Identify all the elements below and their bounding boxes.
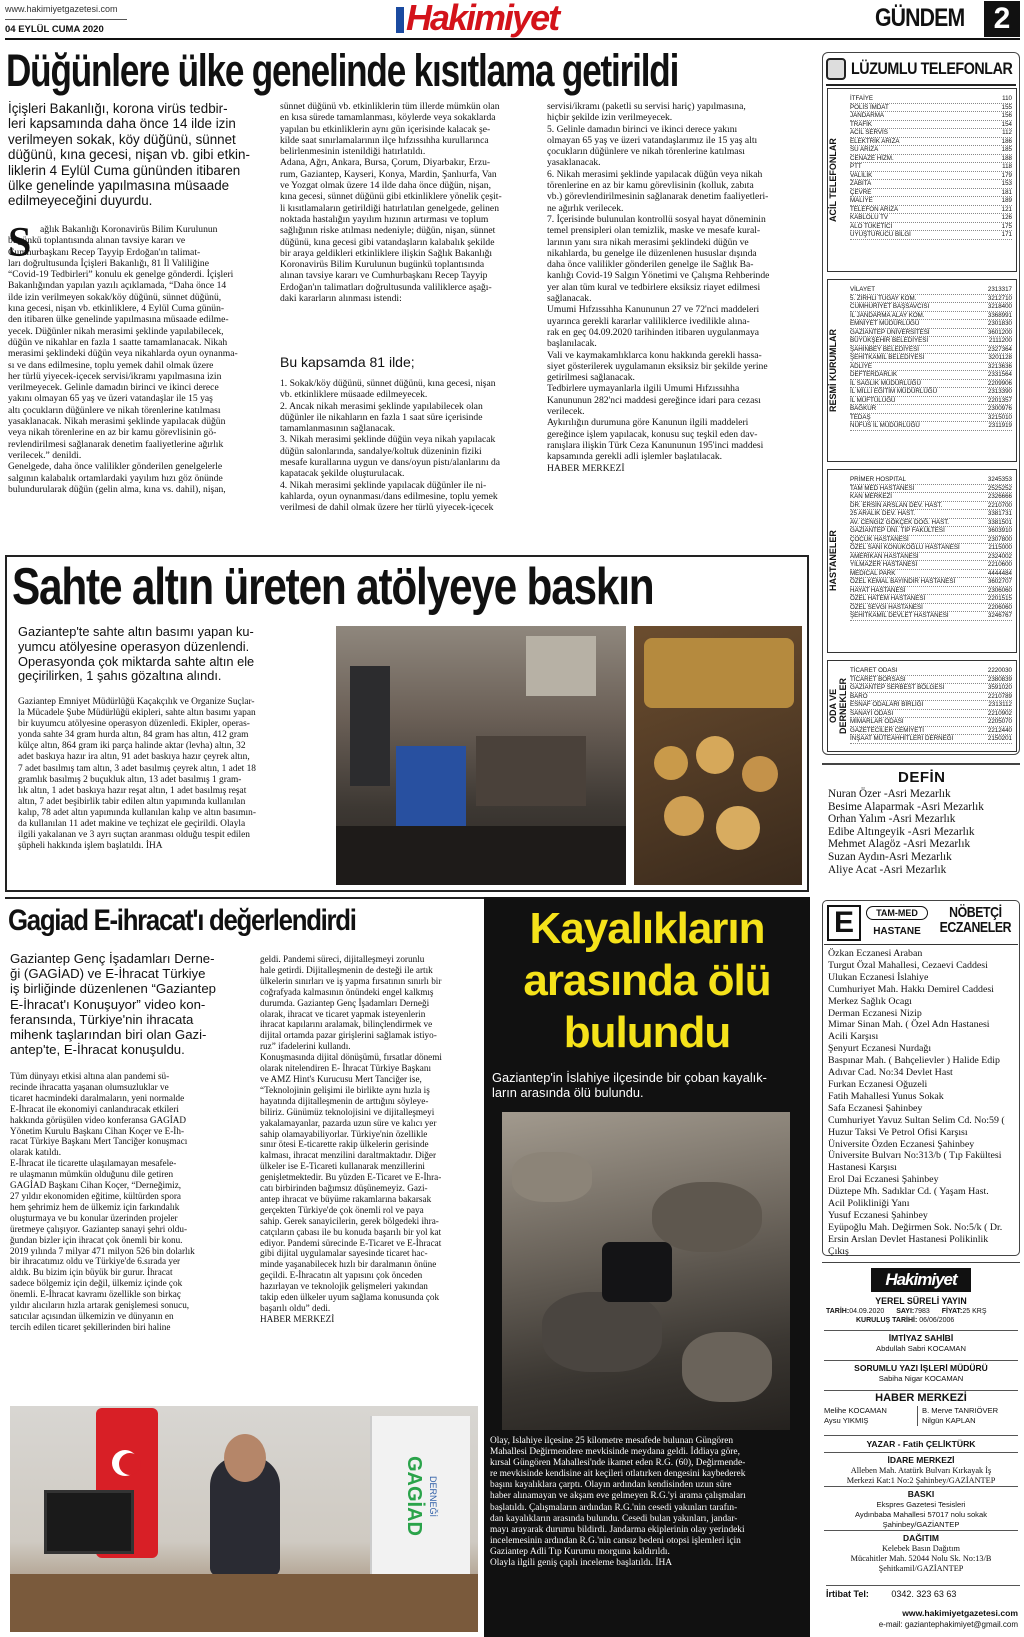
- phone-row: [850, 104, 1012, 113]
- header-bottom-rule: [5, 38, 1020, 40]
- phone-label: 5. ZIRHLI TUGAY KOM.: [850, 294, 917, 302]
- rock-3: [542, 1292, 662, 1372]
- phone-label: İTFAİYE: [850, 95, 874, 102]
- a1-col1-text: ağlık Bakanlığı Koronavirüs Bilim Kurulunun bugünkü toplantısında alınan tavsiye kararı ve Cumhurbaşkanı Recep Tayyip Erdoğan'ın talimat- ları doğrultusunda İçişleri Bakanlığı, 81 İl Valiliğine “Covid-19 Tedbirleri” konulu ek genelge gönderdi. İçişleri Bakanlığından yapılan yazılı açıklamada, “Daha önce 14 ilde izin verilmeyen sokak/köy düğünü, sünnet düğünü, kına gecesi, nişan vb. etkinliklere, 4 Eylül Cuma günün- den itibaren ülke genelinde yapılmasına müsaade edilme- yecek. Düğünler nikah merasimi şeklinde yapılabilecek, düğün ve nikahlar en fazla 1 saatte tamamlanacak. Nikah merasimi şeklindeki düğün veya nikahlarda oyun oynanma- sı ve dans edilmesine, toplu yemek dahil olmak üzere her türlü yiyecek-içecek servisi/ikramı yapılmasına izin verilmeyecek. Gelinle damadın birinci ve ikinci derece yakını olmayan 65 yaş ve üzeri vatandaşlar ile 15 yaş altı çocukların düğünlere ve nikah törenlerine katılması yasaklanacak. Nikah merasimi şeklinde yapılacak düğün veya nikah törenlerine en az bir kamu görevlisinin gö- revlendirilmesi sağlanarak denetim faaliyetlerine ağırlık verilecek.” denildi. Genelgede, daha önce valilikler gönderilen genelgelerle salgının kalabalık ortamlardaki yayılım hızı göz önünde bulundurularak düğün (gelin alma, kına vs. dahil), nişan,: [8, 224, 238, 495]
- imprint-meta: [826, 1307, 1020, 1325]
- tarih-label: TARİH:: [826, 1308, 850, 1315]
- phone-number: 3212710: [987, 294, 1012, 302]
- phone-row: [850, 510, 1012, 519]
- phone-row: [850, 701, 1012, 710]
- phone-row: [850, 155, 1012, 164]
- phone-row: [850, 112, 1012, 121]
- imprint-yayin: YEREL SÜRELİ YAYIN: [875, 1296, 967, 1306]
- phone-label: İL JANDARMA ALAY KOM.: [850, 311, 925, 319]
- phone-row: [850, 693, 1012, 702]
- phone-number: 153: [1001, 180, 1012, 187]
- phone-row: [850, 388, 1012, 397]
- phone-label: TRAFİK: [850, 120, 873, 128]
- phone-row: [850, 95, 1012, 104]
- phone-number: 3602707: [987, 578, 1012, 585]
- phone-label: ADLİYE: [850, 362, 873, 370]
- phone-number: 181: [1001, 188, 1012, 196]
- phone-row: [850, 612, 1012, 621]
- phone-label: AV. CENGİZ GÖKÇEK DOĞ. HAST.: [850, 518, 950, 526]
- phone-number: 188: [1001, 154, 1012, 162]
- a1-dropcap: S: [8, 220, 32, 266]
- phone-row: [850, 380, 1012, 389]
- phones-group-emergency: [827, 88, 1017, 272]
- a1-lead: İçişleri Bakanlığı, korona virüs tedbir- leri kapsamında daha önce 14 ilde izin verilmeyen sokak, köy düğünü, sünnet düğünü, kına gecesi, nişan vb. gibi etkin- liklerin 4 Eylül Cuma gününden itibaren ülke genelinde yapılmasına müsaade edilmeyeceğini duyurdu.: [8, 101, 250, 209]
- gagiad-photo: [10, 1406, 478, 1632]
- a2-body: Gaziantep Emniyet Müdürlüğü Kaçakçılık ve Organize Suçlar- la Mücadele Şube Müdürlüğü ekipleri, sahte altın basımı yapan bir kuyumcu atölyesine operasyon düzenledi. Ekipler, operas- yonda sahte 34 gram hurda altın, 84 gram has altın, 412 gram külçe altın, 864 gram iki parça halinde aktar (levha) altın, 32 adet baskıya hazır ira altın, 91 adet baskıya hazır çeyrek altın, 7 adet basılmış tam altın, 3 adet basılmış çeyrek altın, 1 adet 18 gramlık basılmış 2 buçukluk altın, 13 adet basılmış 1 gram- lık altın, 1 adet baskıya hazır reşat altın, 1 adet basılmış reşat altın, 7 adet beşibirlik tabir edilen altın yapımında kullanılan kalıp, 78 adet altın yapımında kullanılan kalıp ve altın basımın- da kullanılan 11 adet makine ve teçhizat ele geçirildi. Olayla ilgili yakalanan ve 3 ayrı suçtan aranması olduğu tespit edilen şüpheli hakkında işlem başlatıldı. İHA: [18, 697, 256, 852]
- phones-group-chambers: [827, 660, 1017, 752]
- phone-label: CENAZE HİZM.: [850, 154, 894, 162]
- phone-row: [850, 172, 1012, 181]
- page-number: 2: [984, 1, 1020, 37]
- defin-item: Orhan Yalım -Asri Mezarlık: [828, 813, 956, 826]
- phone-row: [850, 363, 1012, 372]
- pharmacy-header-rule: [824, 944, 1018, 945]
- phone-label: TEDAŞ: [850, 413, 871, 421]
- phone-label: ESNAF ODALARI BİRLİĞİ: [850, 701, 924, 708]
- phone-label: 25 ARALIK DEV. HAST.: [850, 510, 916, 517]
- a1-title: Düğünlere ülke genelinde kısıtlama getirildi: [6, 45, 679, 96]
- phone-number: 2307800: [987, 535, 1012, 543]
- phone-number: 2327364: [987, 345, 1012, 353]
- tarih-value: 04.09.2020: [849, 1308, 885, 1315]
- phone-label: GAZİANTEP SERBEST BÖLGESİ: [850, 684, 945, 691]
- phone-row: [850, 312, 1012, 321]
- phone-label: DEFTERDARLIK: [850, 371, 898, 378]
- phone-label: PRİMER HOSPITAL: [850, 476, 906, 483]
- phone-row: [850, 587, 1012, 596]
- rock-4: [682, 1332, 772, 1402]
- phone-number: 2205070: [987, 718, 1012, 725]
- haber-label: HABER MERKEZİ: [875, 1392, 967, 1404]
- coin-3: [742, 756, 778, 792]
- phone-number: 3591020: [987, 684, 1012, 691]
- press-machine: [350, 666, 390, 786]
- phone-number: 126: [1001, 214, 1012, 221]
- phone-number: 3381731: [987, 510, 1012, 517]
- phone-row: [850, 578, 1012, 587]
- phone-number: 2210789: [987, 692, 1012, 700]
- imtiyaz-name: Abdullah Sabri KOCAMAN: [876, 1344, 966, 1353]
- phones-group-hospitals: [827, 469, 1017, 653]
- phone-label: MEDICAL PARK: [850, 569, 896, 577]
- phone-label: ÖZEL SANİ KONUKOĞLU HASTANESİ: [850, 544, 960, 551]
- sayi-label: SAYI:: [896, 1308, 915, 1315]
- phone-label: AMERİKAN HASTANESİ: [850, 552, 919, 560]
- dagitim-text: Kelebek Basın Dağıtım Mücahitler Mah. 52044 Nolu Sk. No:13/B Şehitkamil/GAZİANTEP: [850, 1544, 992, 1573]
- phone-label: CUMHURİYET BAŞSAVCISI: [850, 303, 930, 310]
- phone-label: ÇEVRE: [850, 188, 872, 196]
- phone-label: ACİL SERVİS: [850, 129, 888, 136]
- phone-number: 4444484: [987, 569, 1012, 577]
- phone-label: İL SAĞLIK MÜDÜRLÜĞÜ: [850, 379, 921, 387]
- phone-label: ZABITA: [850, 180, 872, 187]
- phone-number: 2201357: [987, 396, 1012, 404]
- haber-a1: Melihe KOCAMAN: [824, 1406, 887, 1415]
- kurulus-label: KURULUŞ TARİHİ:: [856, 1317, 918, 1324]
- pharmacy-list: Özkan Eczanesi Araban Turgut Özal Mahallesi, Cezaevi Caddesi Ulukan Eczanesi İslahiye Cumhuriyet Mah. Hakkı Demirel Caddesi Merkez Sağlık Ocagı Derman Eczanesi Nizip Mimar Sinan Mah. ( Özel Adn Hastanesi Acili Karşısı Şenyurt Eczanesi Nurdağı Baspınar Mah. ( Bahçelievler ) Halide Edip Adıvar Cad. No:34 Devlet Hast Furkan Eczanesi Oğuzeli Fatih Mahallesi Yunus Sokak Safa Eczanesi Şahinbey Cumhuriyet Yavuz Sultan Selim Cd. No:59 ( Huzur Taksi Ve Petrol Ofisi Karşısı Üniversite Özden Eczanesi Şahinbey Üniversite Bulvarı No:313/b ( Tıp Fakültesi Hastanesi Karşısı Erol Dai Eczanesi Şahinbey Düztepe Mh. Sadıklar Cd. ( Yaşam Hast. Acil Polikliniği Yanı Yusuf Eczanesi Şahinbey Eyüpoğlu Mah. Değirmen Sok. No:5/k ( Dr. Ersin Arslan Devlet Hastanesi Polikinlik Çıkış: [828, 948, 1005, 1257]
- imtiyaz-block: [824, 1330, 1018, 1354]
- phone-row: [850, 676, 1012, 685]
- phone-row: [850, 231, 1012, 240]
- phone-number: 2525252: [987, 484, 1012, 492]
- a3-col2-text: geldi. Pandemi süreci, dijitalleşmeyi zorunlu hale getirdi. Dijitalleşmenin de desteği ile artık ülkelerin sınırları ve iş yapma fırsatının sınırlı bir coğrafyada kalmasının önündeki engel kalkmış durumda. Gaziantep Genç İşadamları Derneği olarak, ihracat ve ticaret yapmak isteyenlerin ihracat kapılarını aralamak, bilinçlendirmek ve dijital ortamda pazar girişlerini sağlamak istiyo- ruz” ifadelerini kullandı. Konuşmasında dijital dönüşümü, fırsatlar dönemi olarak nitelendiren E- İhracat Türkiye Başkanı ve AMZ Hint's Kurucusu Mert Tanciğer ise, “Teknolojinin gelişimi ile birlikte aynı hızla iş hayatında dijitalleşmenin de arttığını söyleye- biliriz. Günümüz teknolojisini ve dijitalleşmeyi yakalamayanlar, pazarda uzun süre ve kalıcı yer sahip olamayabiliyorlar. Türkiye'nin özellikle sınır ötesi E-ticarette rakip ülkelerin gerisinde kalması, ihracat menzilini daraltmaktadır. Diğer ülkeler ise E-Ticareti kullanarak menzillerini genişletmektedir. Bu yüzden E-Ticaret ve E-İhra- catı birbirinden bağımsız düşünemeyiz. Gazi- antep ihracat ve büyüme rakamlarına bakarsak gerçekten Türkiye'de çok önemli rol ve paya sahip. Gerek sanayicilerin, gerek bölgedeki ihra- catçıların çabası ile bu konuda başarılı bir yol kat ediyor. Pandemi sürecinde E-Ticaret ve E-İhracat gibi dijital uygulamalar sayesinde ticaret hac- minde yaşanabilecek hızlı bir daralmanın önüne geçildi. E-İhracatın alt yapısını çok önceden hazırlayan ve teknolojik gelişmeleri yakından takip eden ülkeler uyum sağlama konusunda çok başarılı oldu” dedi. HABER MERKEZİ: [260, 954, 442, 1324]
- phone-number: 2210700: [987, 501, 1012, 509]
- imprint-web[interactable]: www.hakimiyetgazetesi.com: [902, 1608, 1018, 1618]
- defin-item: Aliye Acat -Asri Mezarlık: [828, 863, 947, 876]
- phone-row: [850, 223, 1012, 232]
- phone-label: GAZİANTEP ÜNİ. TIP FAKÜLTESİ: [850, 527, 945, 534]
- rock-2: [652, 1182, 762, 1252]
- phone-label: JANDARMA: [850, 112, 885, 119]
- phone-label: VALİLİK: [850, 171, 873, 179]
- dagitim-block: [824, 1530, 1018, 1574]
- phone-label: NÜFUS İL MÜDÜRLÜĞÜ: [850, 422, 920, 429]
- a3-title: Gagiad E-ihracat'ı değerlendirdi: [8, 904, 356, 937]
- yazi-label: SORUMLU YAZI İŞLERİ MÜDÜRÜ: [854, 1363, 988, 1373]
- phone-number: 185: [1001, 146, 1012, 153]
- phone-number: 2313390: [987, 388, 1012, 395]
- phone-row: [850, 604, 1012, 613]
- phone-label: GAZİANTEP ÜNİVERSİTESİ: [850, 328, 930, 336]
- phone-label: ÖZEL KEMAL BAYINDIR HASTANESİ: [850, 578, 956, 585]
- irtibat-label: İrtibat Tel:: [826, 1589, 869, 1599]
- phone-number: 2301830: [987, 320, 1012, 327]
- phone-row: [850, 303, 1012, 312]
- issue-date: 04 EYLÜL CUMA 2020: [5, 24, 104, 35]
- phone-label: ÖZEL HATEM HASTANESİ: [850, 595, 926, 602]
- gagiad-banner-sub: DERNEĞİ: [428, 1476, 438, 1518]
- idare-text: Alleben Mah. Atatürk Bulvarı Kırkayak İş Merkezi Kat:1 No:2 Şahinbey/GAZİANTEP: [846, 1466, 996, 1485]
- phone-label: DR. ERSİN ARSLAN DEV. HAST.: [850, 501, 943, 509]
- a3-lead: Gaziantep Genç İşadamları Derne- ği (GAGİAD) ve E-İhracat Türkiye iş birliğinde düzenlenen “Gaziantep E-İhracat'ı Konuşuyor” video kon- feransında, Türkiye'nin ihracata mihenk taşlarından biri olan Gazi- antep'te, E-İhracat konuşuldu.: [10, 951, 217, 1058]
- section-name: GÜNDEM: [875, 4, 965, 32]
- phone-row: [850, 527, 1012, 536]
- phone-number: 3215010: [987, 413, 1012, 421]
- workshop-photo: [336, 626, 626, 885]
- nobetci-title: NÖBETÇİ ECZANELER: [939, 904, 1012, 936]
- phone-number: 3246767: [987, 612, 1012, 619]
- phone-row: [850, 502, 1012, 511]
- phone-label: TİCARET ODASI: [850, 667, 898, 674]
- phone-number: 156: [1001, 112, 1012, 119]
- defin-item: Edibe Altıngeyik -Asri Mezarlık: [828, 825, 975, 838]
- phone-row: [850, 667, 1012, 676]
- kurulus-value: 06/06/2006: [919, 1317, 955, 1324]
- group-label: ACİL TELEFONLAR: [828, 138, 838, 222]
- phone-row: [850, 337, 1012, 346]
- phone-number: 3601200: [987, 328, 1012, 336]
- phones-title-rule: [826, 84, 1016, 86]
- window-light: [526, 636, 596, 696]
- phone-label: ŞAHİNBEY BELEDİYESİ: [850, 345, 920, 353]
- phone-number: 2326666: [987, 493, 1012, 500]
- phone-row: [850, 329, 1012, 338]
- phone-label: ÖZEL SEVGİ HASTANESİ: [850, 603, 923, 611]
- phone-number: 186: [1001, 137, 1012, 145]
- phone-row: [850, 710, 1012, 719]
- phone-number: 121: [1001, 205, 1012, 213]
- phone-row: [850, 519, 1012, 528]
- phone-number: 2300976: [987, 405, 1012, 412]
- phone-label: KAN MERKEZİ: [850, 493, 892, 500]
- rocks-photo: [502, 1112, 790, 1430]
- phone-number: 2313317: [987, 286, 1012, 293]
- phone-label: TELEFON ARIZA: [850, 205, 899, 213]
- phone-row: [850, 485, 1012, 494]
- a1-subhead: Bu kapsamda 81 ilde;: [280, 354, 415, 370]
- coin-4: [664, 796, 704, 836]
- dagitim-label: DAĞITIM: [903, 1533, 939, 1543]
- phone-number: 2210902: [987, 709, 1012, 717]
- phone-row: [850, 595, 1012, 604]
- yazar-line: YAZAR - Fatih ÇELİKTÜRK: [824, 1435, 1018, 1449]
- phone-label: SU ARIZA: [850, 146, 879, 153]
- phones-title: LÜZUMLU TELEFONLAR: [851, 59, 1013, 78]
- phone-number: 155: [1001, 103, 1012, 111]
- group-label: RESMİ KURUMLAR: [828, 329, 838, 412]
- phone-number: 2313112: [988, 701, 1012, 708]
- phone-number: 2210600: [987, 561, 1012, 568]
- phone-label: İL MÜFTÜLÜĞÜ: [850, 396, 896, 404]
- phone-label: KABLOLU TV: [850, 214, 889, 221]
- phone-row: [850, 146, 1012, 155]
- phone-label: VİLAYET: [850, 286, 875, 293]
- phone-label: ELEKTRİK ARIZA: [850, 137, 900, 145]
- person-head: [224, 1434, 266, 1482]
- phone-number: 3201128: [988, 354, 1012, 361]
- fiyat-label: FİYAT:: [941, 1308, 963, 1315]
- idare-label: İDARE MERKEZİ: [887, 1455, 955, 1465]
- phone-label: TAM MED HASTANESİ: [850, 484, 915, 492]
- defin-item: Suzan Aydın-Asri Mezarlık: [828, 850, 952, 863]
- a2-lead: Gaziantep'te sahte altın basımı yapan ku- yumcu atölyesine operasyon düzenlendi. Operasyonda çok miktarda sahte altın ele geçirilirken, 1 şahıs gözaltına alındı.: [18, 625, 255, 684]
- defin-item: Nuran Özer -Asri Mezarlık: [828, 788, 951, 800]
- phone-row: [850, 493, 1012, 502]
- phone-label: BÜYÜKŞEHİR BELEDİYESİ: [850, 337, 929, 344]
- phone-row: [850, 371, 1012, 380]
- yazi-name: Sabiha Nigar KOCAMAN: [878, 1374, 964, 1383]
- phone-number: 2324002: [987, 552, 1012, 560]
- phone-row: [850, 214, 1012, 223]
- fake-gold-photo: [634, 626, 802, 885]
- a3-col1-text: Tüm dünyayı etkisi altına alan pandemi sü- recinde ihracatta yaşanan olumsuzluklar ve ticaret hacmindeki daralmaların, yeni normalde E-İhracat ile ekonomiyi canlandıracak etkileri hakkında görüşülen video konferansa GAGİAD Yönetim Kurulu Başkanı Cihan Koçer ve E-İh- racat Türkiye Başkanı Mert Tanciğer konuşmacı olarak katıldı. E-İhracat ile ticarette ulaşılamayan mesafele- re ulaşmanın mümkün olduğunu dile getiren GAGİAD Başkanı Cihan Koçer, “Derneğimiz, 27 yıldır ekonomiden eğitime, kültürden spora hem şehrimiz hem de ülkemiz için farkındalık oluşturmaya ve bu konular üzerinden projeler üretmeye çalışıyor. Gaziantep sanayi şehri oldu- ğundan bizler için ihracat çok önemli bir konu. 2019 yılında 7 milyar 471 milyon 526 bin dolarlık bir ihracatımız oldu ve Türkiye'de 6.sırada yer aldık. Bu bizim için büyük bir gurur. İhracat sadece bölgemiz için değil, ülkemiz içinde çok önemli. E-İhracat kavramı özellikle son birkaç yıldır alıcıların hızla artarak genişlemesi sonucu, satıcılar açısından ülkemizin ve dünyanın en tercih edilen ticaret şekillerinden biri haline: [10, 1071, 195, 1332]
- phone-label: PTT: [850, 163, 862, 170]
- logo-text: Hakimiyet: [406, 0, 559, 38]
- phone-label: İNŞAAT MÜTEAHHİTLERİ DERNEĞİ: [850, 735, 954, 742]
- phone-label: SANAYİ ODASI: [850, 709, 894, 717]
- phone-icon: [826, 58, 846, 80]
- phone-number: 2306060: [987, 586, 1012, 594]
- coin-1: [654, 746, 688, 780]
- phone-number: 2209906: [987, 379, 1012, 387]
- phone-row: [850, 553, 1012, 562]
- haber-b2: Nilgün KAPLAN: [922, 1416, 976, 1425]
- phone-row: [850, 536, 1012, 545]
- phone-row: [850, 197, 1012, 206]
- phone-number: 2212440: [987, 726, 1012, 734]
- phone-number: 154: [1001, 120, 1012, 128]
- defin-title: DEFİN: [898, 769, 946, 786]
- phone-number: 2111200: [988, 337, 1012, 344]
- defin-item: Mehmet Alagöz -Asri Mezarlık: [828, 838, 971, 851]
- imprint-logo: Hakimiyet: [871, 1268, 971, 1292]
- phone-number: 171: [1001, 231, 1012, 238]
- a2-title: Sahte altın üreten atölyeye baskın: [12, 558, 654, 616]
- coin-2: [696, 736, 734, 774]
- phone-row: [850, 354, 1012, 363]
- a4-lead: Gaziantep'in İslahiye ilçesinde bir çoban kayalık- ların arasında ölü bulundu.: [492, 1070, 767, 1100]
- phone-label: GAZETECİLER CEMİYETİ: [850, 726, 924, 734]
- group-label: ODA VE DERNEKLER: [828, 678, 848, 735]
- phone-label: EMNİYET MÜDÜRLÜĞÜ: [850, 320, 920, 327]
- phone-label: MİMARLAR ODASI: [850, 718, 904, 725]
- phone-row: [850, 129, 1012, 138]
- hastane-label: HASTANE: [873, 926, 921, 937]
- tammed-badge: TAM-MED: [866, 906, 928, 920]
- phone-row: [850, 163, 1012, 172]
- irtibat-phone: 0342. 323 63 63: [891, 1589, 957, 1599]
- phone-label: YILMAZER HASTANESİ: [850, 561, 918, 568]
- sayi-value: 7983: [914, 1308, 930, 1315]
- phone-number: 175: [1001, 222, 1012, 230]
- defin-item: Besime Alaparmak -Asri Mezarlık: [828, 800, 984, 813]
- a4-title: Kayalıkların arasında ölü bulundu: [523, 904, 771, 1057]
- phone-number: 2150201: [987, 735, 1012, 742]
- phone-row: [850, 570, 1012, 579]
- phone-label: BAĞKUR: [850, 405, 877, 412]
- phone-row: [850, 718, 1012, 727]
- phone-number: 110: [1002, 95, 1012, 102]
- phone-row: [850, 206, 1012, 215]
- phone-number: 3213636: [987, 362, 1012, 370]
- phone-row: [850, 138, 1012, 147]
- phone-row: [850, 561, 1012, 570]
- a4-body: Olay, İslahiye ilçesine 25 kilometre mesafede bulunan Güngören Mahallesi Değirmendere mevkisinde meydana geldi. İddiaya göre, kırsal Güngören Mahallesi'nde ikamet eden R.G. (60), Değirmende- re mevkisinde kendisine ait keçileri otlatırken dengesini kaybederek başını kayalıklara çarptı. Olayın ardından kendisinden uzun süre haber alınamayan ve akşam eve gelmeyen R.G.'yi arama çalışmaları başlatıldı. Çalışmaların ardından R.G.'nin cesedi yakınları tarafın- dan kayalıkların arasında bulundu. Cesedi bulan yakınları, jandar- mayı arayarak durumu bildirdi. Jandarma ekiplerinin olay yerindeki incelemesinin ardından R.G.'nin cansız bedeni otopsi işlemleri için Gaziantep Adli Tıp Kurumu morguna kaldırıldı. Olayla ilgili geniş çaplı inceleme başlatıldı. İHA: [490, 1436, 746, 1569]
- blurred-figure: [602, 1242, 672, 1302]
- monitor: [44, 1490, 134, 1554]
- phone-number: 3218400: [987, 303, 1012, 310]
- phone-number: 2220030: [987, 667, 1012, 674]
- phone-row: [850, 422, 1012, 431]
- phone-row: [850, 286, 1012, 295]
- workbench: [476, 736, 586, 806]
- gold-tray-top: [644, 638, 794, 708]
- phone-number: 2206060: [987, 603, 1012, 611]
- phones-group-official: [827, 279, 1017, 462]
- phone-label: BARO: [850, 692, 868, 700]
- rock-1: [512, 1152, 592, 1202]
- flag-crescent-cut: [119, 1453, 141, 1475]
- baski-text: Ekspres Gazetesi Tesisleri Aydınbaba Mahallesi 57017 nolu sokak Şahinbey/GAZİANTEP: [854, 1500, 987, 1529]
- logo-bar: [396, 7, 404, 33]
- imprint-email[interactable]: e-mail: gaziantephakimiyet@gmail.com: [878, 1620, 1018, 1629]
- phone-row: [850, 735, 1012, 744]
- a1-col2b-text: 1. Sokak/köy düğünü, sünnet düğünü, kına gecesi, nişan vb. etkinliklere müsaade edilmeyecek. 2. Ancak nikah merasimi şeklinde yapılabilecek olan düğünler ile nikahların en fazla 1 saat süre içerisinde tamamlanmasının sağlanacak. 3. Nikah merasimi şeklinde düğün veya nikah yapılacak düğün salonlarında, sandalye/koltuk düzeninin fiziki mesafe kurallarına uygun ve dans/oyun pistı/alanlarını da kapatacak şekilde oluşturulacak. 4. Nikah merasimi şeklinde yapılacak düğünler ile ni- kahlarda, oyun oynanması/dans edilmesine, toplu yemek verilmesi de dahil olmak üzere her türlü yiyecek-içecek: [280, 378, 501, 514]
- phone-number: 3245353: [987, 476, 1012, 483]
- phone-label: İL MİLLİ EĞİTİM MÜDÜRLÜĞÜ: [850, 388, 938, 395]
- phone-row: [850, 684, 1012, 693]
- phone-row: [850, 727, 1012, 736]
- defin-list: [828, 788, 1016, 876]
- haber-block: [824, 1390, 1018, 1426]
- phone-number: 112: [1002, 129, 1012, 136]
- a1-col3-text: servisi/ikramı (paketli su servisi hariç) yapılmasına, hiçbir şekilde izin verilmeyecek. 5. Gelinle damadın birinci ve ikinci derece yakını olmayan 65 yaş ve üzeri vatandaşlarımız ile 15 yaş altı çocukların düğünlere ve nikah törenlerine katılması yasaklanacak. 6. Nikah merasimi şeklinde yapılacak düğün veya nikah törenlerine en az bir kamu görevlisinin (kolluk, zabıta vb.) görevlendirilmesinin sağlanarak denetim faaliyetleri- ne ağırlık verilecek. 7. İçerisinde bulunulan kontrollü sosyal hayat döneminin temel prensipleri olan temizlik, maske ve mesafe kural- larının yanı sıra nikah merasimi şeklindeki düğün ve nikahlarda, bu genelge ile düzenlenen hususlar dışında daha önce valilikler gönderilen genelge ile Sağlık Ba- kanlığı Covid-19 Salgın Yönetimi ve Çalışma Rehberinde yer alan tüm kural ve tedbirlere eksiksiz riayet edilmesi sağlanacak. Umumi Hıfzıssıhha Kanununun 27 ve 72'nci maddeleri uyarınca gerekli kararlar valiliklerce ivedilikle alına- rak en geç 04.09.2020 tarihinden itibaren uygulanmaya başlanılacak. Vali ve kaymakamlıklarca konu hakkında gerekli hassa- siyet gösterilerek uygulamanın eksiksiz bir şekilde yerine getirilmesi sağlanacak. Tedbirlere uymayanlarla ilgili Umumi Hıfzıssıhha Kanununun 282'nci maddesi gereğince idari para cezası verilecek. Aykırılığın durumuna göre Kanunun ilgili maddeleri gereğince işlem yapılacak, konusu suç teşkil eden dav- ranışlara ilişkin Türk Ceza Kanununun 195'inci maddesi kapsamında gerekli adli işlemler başlatılacak. HABER MERKEZİ: [547, 101, 770, 474]
- coin-5: [716, 806, 760, 850]
- yazi-block: [824, 1360, 1018, 1384]
- phone-label: TİCARET BORSASI: [850, 675, 906, 683]
- irtibat-line: [826, 1585, 1020, 1599]
- baski-label: BASKI: [907, 1489, 935, 1499]
- header-rule: [5, 19, 127, 20]
- phone-row: [850, 414, 1012, 423]
- blue-machine: [396, 746, 466, 826]
- phone-number: 2380839: [987, 675, 1012, 683]
- haber-a2: Aysu YIKMIŞ: [824, 1416, 869, 1425]
- phone-row: [850, 346, 1012, 355]
- phone-row: [850, 544, 1012, 553]
- phone-number: 2115000: [988, 544, 1012, 551]
- baski-block: [824, 1486, 1018, 1530]
- phone-number: 3368991: [987, 311, 1012, 319]
- site-url[interactable]: www.hakimiyetgazetesi.com: [5, 4, 118, 14]
- phone-row: [850, 320, 1012, 329]
- phone-label: ŞEHİTKAMİL BELEDİYESİ: [850, 354, 925, 361]
- phone-label: ŞEHİTKAMİL DEVLET HASTANESİ: [850, 612, 949, 619]
- phone-number: 118: [1002, 163, 1012, 170]
- phone-number: 2201515: [987, 595, 1012, 602]
- phone-label: ÇOCUK HASTANESİ: [850, 535, 909, 543]
- phone-row: [850, 397, 1012, 406]
- phone-label: POLİS İMDAT: [850, 103, 889, 111]
- desk: [10, 1574, 478, 1632]
- phone-number: 179: [1001, 171, 1012, 179]
- phone-label: UYUŞTURUCU BİLGİ: [850, 231, 911, 238]
- phone-row: [850, 180, 1012, 189]
- group-label: HASTANELER: [828, 530, 838, 592]
- phone-number: 189: [1001, 197, 1012, 204]
- haber-b1: B. Merve TANRIÖVER: [922, 1406, 999, 1415]
- phone-label: HAYAT HASTANESİ: [850, 586, 906, 594]
- phone-row: [850, 121, 1012, 130]
- phone-row: [850, 476, 1012, 485]
- a1-col2a-text: sünnet düğünü vb. etkinliklerin tüm illerde mümkün olan en kısa sürede tamamlanması, köylerde veya sokaklarda yapılan bu etkinliklerin aynı gün içerisinde kalacak şe- kilde saat sınırlamalarının ilçe hıfzıssıhha kurullarınca belirlenmesinin istenildiği hatırlatıldı. Adana, Ağrı, Ankara, Bursa, Çorum, Diyarbakır, Erzu- rum, Gaziantep, Kayseri, Konya, Mardin, Şanlıurfa, Van ve Yozgat olmak üzere 14 ilde daha önce düğün, nişan, kına gecesi, sünnet düğünü gibi etkinliklere yönelik çeşit- li kısıtlamaların getirildiği hatırlatılan genelgede, gelinen noktada hastalığın yayılım hızının artırması ve toplum sağlığının riske atılması nedeniyle; düğün, nişan, sünnet düğünü, kına gecesi gibi vatandaşların kalabalık şekilde bir araya geldikleri etkinliklere ilişkin Sağlık Bakanlığı Koronavirüs Bilim Kurulunun bugünkü toplantısında alınan tavsiye kararı ve Cumhurbaşkanı Recep Tayyip Erdoğan'ın talimatları doğrultusunda valiliklerce aşağı- daki kararların alınması istendi:: [280, 101, 502, 305]
- gagiad-banner-text: GAGİAD: [403, 1456, 425, 1536]
- floor-debris: [336, 826, 626, 885]
- fiyat-value: 25 KRŞ: [962, 1308, 987, 1315]
- phone-number: 2311919: [988, 422, 1012, 429]
- phone-row: [850, 295, 1012, 304]
- phone-row: [850, 189, 1012, 198]
- idare-block: [824, 1452, 1018, 1486]
- imtiyaz-label: İMTİYAZ SAHİBİ: [888, 1333, 954, 1343]
- phone-number: 2331564: [987, 371, 1012, 378]
- pharmacy-logo-e: E: [827, 905, 861, 941]
- phone-row: [850, 405, 1012, 414]
- phone-number: 3603910: [987, 527, 1012, 534]
- phone-label: ALO TÜKETİCİ: [850, 222, 893, 230]
- masthead-logo: [396, 0, 598, 36]
- phone-number: 3381501: [987, 518, 1012, 526]
- phone-label: MALİYE: [850, 197, 873, 204]
